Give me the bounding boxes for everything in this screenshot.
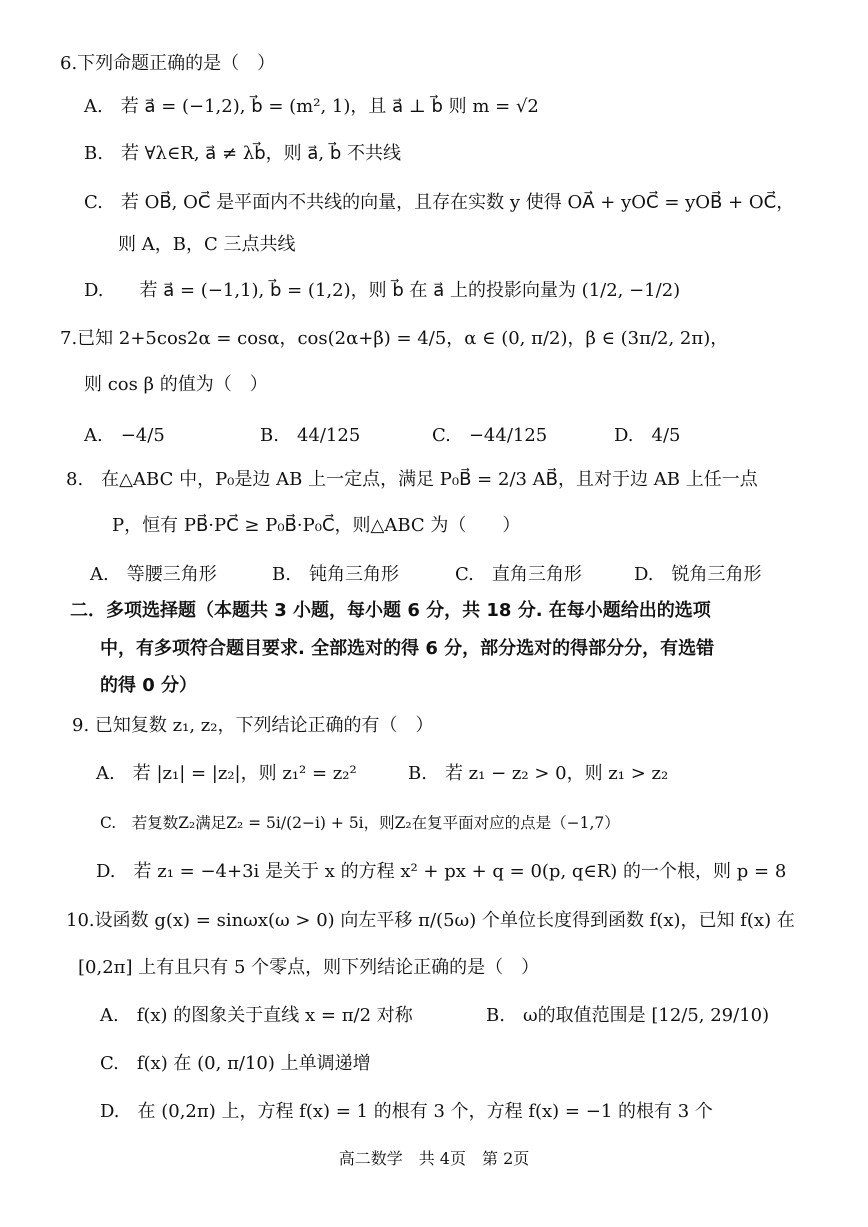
q6-option-d: D. 若 a⃗ = (−1,1), b⃗ = (1,2)，则 b⃗ 在 a⃗ 上的投影向量为 (1/2, −1/2) (84, 280, 681, 301)
q9-option-c: C. 若复数Z₂满足Z₂ = 5i/(2−i) + 5i，则Z₂在复平面对应的点是（−1,7） (100, 814, 620, 832)
q10-option-c: C. f(x) 在 (0, π/10) 上单调递增 (100, 1053, 371, 1074)
q8-stem-line1: 8. 在△ABC 中，P₀是边 AB 上一定点，满足 P₀B⃗ = 2/3 AB⃗，且对于边 AB 上任一点 (66, 469, 758, 490)
q6-option-b: B. 若 ∀λ∈R, a⃗ ≠ λb⃗，则 a⃗, b⃗ 不共线 (84, 143, 401, 164)
q8-option-c: C. 直角三角形 (455, 564, 582, 585)
q10-option-d: D. 在 (0,2π) 上，方程 f(x) = 1 的根有 3 个，方程 f(x) = −1 的根有 3 个 (100, 1101, 713, 1122)
q8-option-a: A. 等腰三角形 (90, 564, 217, 585)
q9-stem: 9. 已知复数 z₁, z₂，下列结论正确的有（ ） (72, 715, 434, 736)
q7-stem-line1: 7.已知 2+5cos2α = cosα，cos(2α+β) = 4/5，α ∈ (0, π/2)，β ∈ (3π/2, 2π)， (60, 328, 729, 349)
q8-option-b: B. 钝角三角形 (272, 564, 399, 585)
q10-stem-line1: 10.设函数 g(x) = sinωx(ω > 0) 向左平移 π/(5ω) 个单位长度得到函数 f(x)，已知 f(x) 在 (66, 910, 795, 931)
q7-option-a: A. −4/5 (84, 425, 165, 446)
q6-option-c-line1: C. 若 OB⃗, OC⃗ 是平面内不共线的向量，且存在实数 y 使得 OA⃗ + yOC⃗ = yOB⃗ + OC⃗， (84, 192, 795, 213)
section2-title-line1: 二．多项选择题（本题共 3 小题，每小题 6 分，共 18 分. 在每小题给出的选项 (70, 600, 711, 621)
q9-option-b: B. 若 z₁ − z₂ > 0，则 z₁ > z₂ (408, 763, 669, 784)
q8-stem-line2: P，恒有 PB⃗·PC⃗ ≥ P₀B⃗·P₀C⃗，则△ABC 为（ ） (112, 515, 521, 536)
section2-title-line2: 中，有多项符合题目要求. 全部选对的得 6 分，部分选对的得部分分，有选错 (100, 638, 715, 659)
q8-option-d: D. 锐角三角形 (634, 564, 762, 585)
q9-option-d: D. 若 z₁ = −4+3i 是关于 x 的方程 x² + px + q = 0(p, q∈R) 的一个根，则 p = 8 (96, 861, 787, 882)
q6-option-c-line2: 则 A，B，C 三点共线 (118, 234, 296, 255)
q7-option-b: B. 44/125 (260, 425, 361, 446)
page-footer: 高二数学 共 4页 第 2页 (338, 1149, 530, 1168)
q6-stem: 6.下列命题正确的是（ ） (60, 53, 276, 74)
section2-title-line3: 的得 0 分） (100, 675, 198, 696)
q6-option-a: A. 若 a⃗ = (−1,2), b⃗ = (m², 1)，且 a⃗ ⊥ b⃗ 则 m = √2 (84, 96, 539, 117)
q10-option-b: B. ω的取值范围是 [12/5, 29/10) (486, 1005, 770, 1026)
q10-option-a: A. f(x) 的图象关于直线 x = π/2 对称 (100, 1005, 413, 1026)
q7-option-d: D. 4/5 (614, 425, 681, 446)
q7-option-c: C. −44/125 (432, 425, 548, 446)
q7-stem-line2: 则 cos β 的值为（ ） (84, 374, 268, 395)
q10-stem-line2: [0,2π] 上有且只有 5 个零点，则下列结论正确的是（ ） (78, 957, 540, 978)
q9-option-a: A. 若 |z₁| = |z₂|，则 z₁² = z₂² (96, 763, 357, 784)
